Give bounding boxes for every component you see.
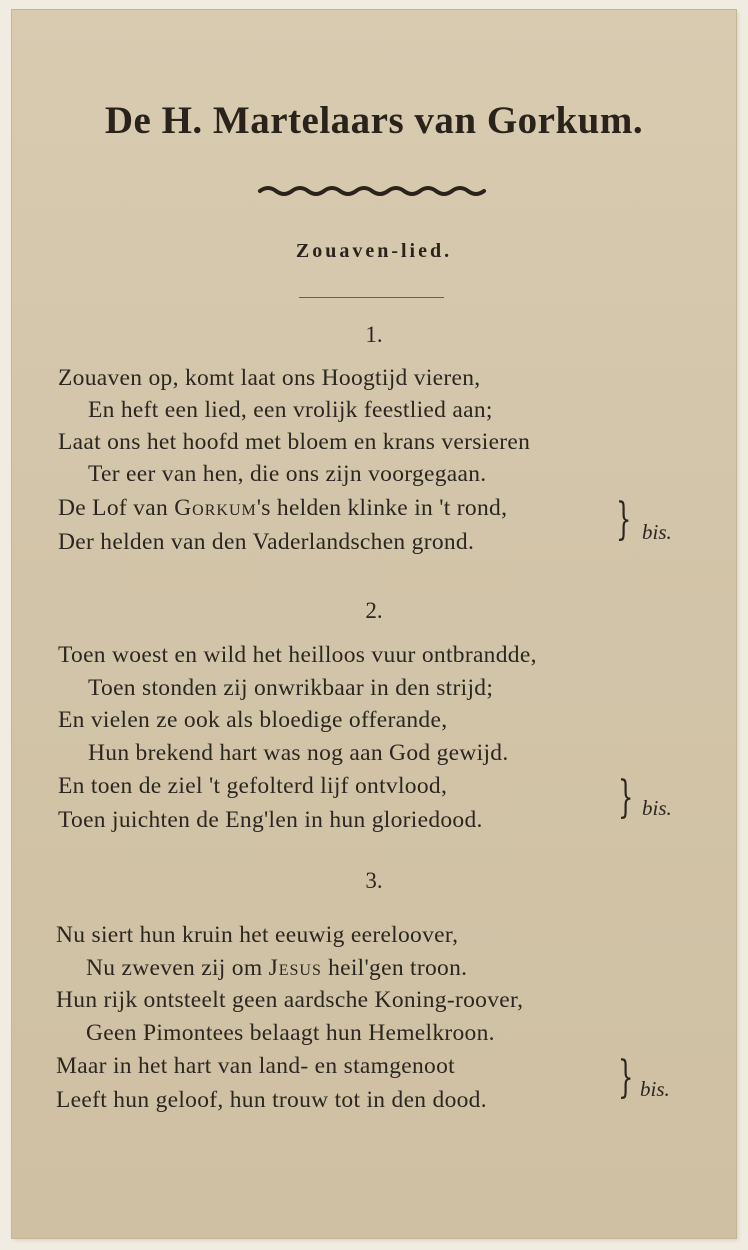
stanza-number: 2. <box>365 598 383 623</box>
verse-line: Laat ons het hoofd met bloem en krans versieren <box>58 429 531 455</box>
verse-line: Hun rijk ontsteelt geen aardsche Koning-roover, <box>56 987 524 1013</box>
verse-line-text: Nu zweven zij om <box>86 955 269 981</box>
refrain-marker: bis. <box>640 1077 670 1101</box>
brace-symbol: } <box>618 1052 634 1103</box>
subtitle: Zouaven-lied. <box>295 240 453 262</box>
verse-line: Zouaven op, komt laat ons Hoogtijd vieren, <box>58 365 481 391</box>
verse-line: En vielen ze ook als bloedige offerande, <box>58 707 448 733</box>
verse-line: Toen juichten de Eng'len in hun gloriedood. <box>58 807 483 833</box>
verse-line-small-caps: Gorkum <box>174 495 257 521</box>
stanza-number: 1. <box>365 322 383 347</box>
verse-line: Toen stonden zij onwrikbaar in den strijd; <box>88 675 494 701</box>
brace-symbol: } <box>618 772 634 823</box>
verse-line <box>58 495 507 522</box>
verse-line: Geen Pimontees belaagt hun Hemelkroon. <box>86 1020 495 1046</box>
verse-line: En toen de ziel 't gefolterd lijf ontvlood, <box>58 773 448 799</box>
verse-line: Leeft hun geloof, hun trouw tot in den dood. <box>56 1087 487 1113</box>
page-title: De H. Martelaars van Gorkum. <box>104 99 644 142</box>
verse-line <box>86 955 467 982</box>
verse-line: Maar in het hart van land- en stamgenoot <box>56 1053 455 1079</box>
verse-line: En heft een lied, een vrolijk feestlied aan; <box>88 397 493 423</box>
verse-line: Ter eer van hen, die ons zijn voorgegaan. <box>88 461 487 487</box>
verse-line-text: heil'gen troon. <box>321 955 468 981</box>
divider-rule <box>299 297 444 298</box>
brace-symbol: } <box>616 494 632 545</box>
verse-line: Der helden van den Vaderlandschen grond. <box>58 529 475 555</box>
song-sheet <box>12 10 736 1238</box>
wavy-ornament-divider <box>256 182 488 198</box>
stanza-number: 3. <box>365 868 383 893</box>
verse-line-text: De Lof van <box>58 495 175 521</box>
verse-line-text: 's helden klinke in 't rond, <box>256 495 508 521</box>
verse-line: Hun brekend hart was nog aan God gewijd. <box>88 740 509 766</box>
verse-line: Nu siert hun kruin het eeuwig eereloover, <box>56 922 459 948</box>
refrain-marker: bis. <box>642 520 672 544</box>
verse-line: Toen woest en wild het heilloos vuur ontbrandde, <box>58 642 537 668</box>
verse-line-small-caps: Jesus <box>268 955 322 981</box>
refrain-marker: bis. <box>642 796 672 820</box>
